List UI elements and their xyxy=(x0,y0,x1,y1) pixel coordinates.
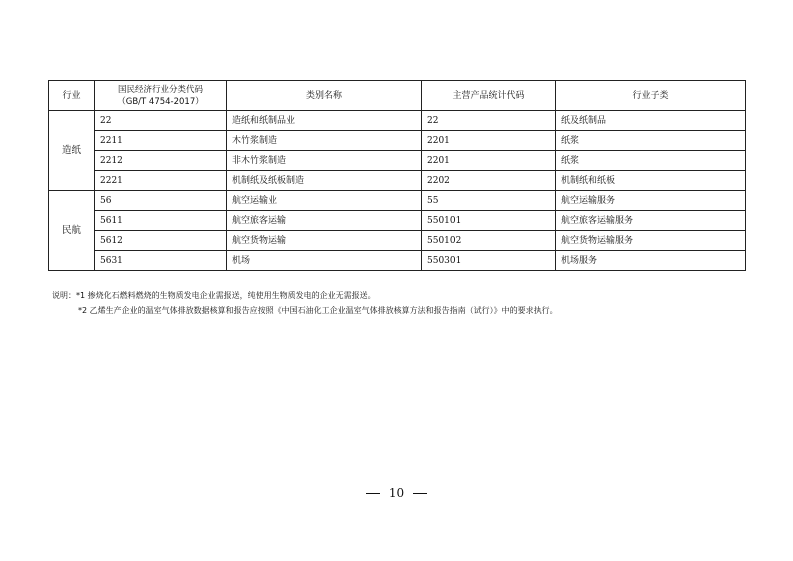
category-cell: 机场 xyxy=(227,251,422,271)
code-cell: 5612 xyxy=(95,231,227,251)
category-cell: 机制纸及纸板制造 xyxy=(227,171,422,191)
subcategory-cell: 航空旅客运输服务 xyxy=(556,211,746,231)
table-row xyxy=(49,211,746,231)
table-notes xyxy=(52,288,558,318)
subcategory-cell: 航空运输服务 xyxy=(556,191,746,211)
table-row xyxy=(49,151,746,171)
industry-code-table xyxy=(48,80,746,271)
header-code-line2: （GB/T 4754-2017） xyxy=(117,96,204,107)
code-cell: 56 xyxy=(95,191,227,211)
page-number: 10 xyxy=(388,486,405,500)
category-cell: 航空运输业 xyxy=(227,191,422,211)
product-code-cell: 2201 xyxy=(422,131,556,151)
product-code-cell: 55 xyxy=(422,191,556,211)
subcategory-cell: 纸浆 xyxy=(556,131,746,151)
header-category: 类别名称 xyxy=(227,81,422,111)
subcategory-cell: 纸及纸制品 xyxy=(556,111,746,131)
header-subcategory: 行业子类 xyxy=(556,81,746,111)
industry-cell-aviation: 民航 xyxy=(49,191,95,271)
header-industry-code xyxy=(95,81,227,111)
product-code-cell: 2202 xyxy=(422,171,556,191)
table-row xyxy=(49,171,746,191)
code-cell: 2211 xyxy=(95,131,227,151)
code-cell: 5611 xyxy=(95,211,227,231)
code-cell: 22 xyxy=(95,111,227,131)
product-code-cell: 550301 xyxy=(422,251,556,271)
category-cell: 航空货物运输 xyxy=(227,231,422,251)
header-code-line1: 国民经济行业分类代码 xyxy=(117,84,203,95)
table-row xyxy=(49,251,746,271)
table-row xyxy=(49,191,746,211)
table-row xyxy=(49,231,746,251)
header-product-code: 主营产品统计代码 xyxy=(422,81,556,111)
subcategory-cell: 航空货物运输服务 xyxy=(556,231,746,251)
subcategory-cell: 机场服务 xyxy=(556,251,746,271)
category-cell: 造纸和纸制品业 xyxy=(227,111,422,131)
industry-cell-paper: 造纸 xyxy=(49,111,95,191)
code-cell: 5631 xyxy=(95,251,227,271)
subcategory-cell: 机制纸和纸板 xyxy=(556,171,746,191)
product-code-cell: 550101 xyxy=(422,211,556,231)
category-cell: 非木竹浆制造 xyxy=(227,151,422,171)
table-header-row xyxy=(49,81,746,111)
page-number-dash-left xyxy=(366,493,380,495)
page-number-dash-right xyxy=(413,493,427,495)
subcategory-cell: 纸浆 xyxy=(556,151,746,171)
product-code-cell: 2201 xyxy=(422,151,556,171)
table-row xyxy=(49,131,746,151)
note-line-2: *2 乙烯生产企业的温室气体排放数据核算和报告应按照《中国石油化工企业温室气体排放核算方法和报告指南（试行）》中的要求执行。 xyxy=(78,306,558,315)
code-cell: 2221 xyxy=(95,171,227,191)
header-industry: 行业 xyxy=(49,81,95,111)
category-cell: 航空旅客运输 xyxy=(227,211,422,231)
table-row xyxy=(49,111,746,131)
note-line-1: 说明：*1 掺烧化石燃料燃烧的生物质发电企业需报送，纯使用生物质发电的企业无需报送。 xyxy=(52,291,376,300)
code-cell: 2212 xyxy=(95,151,227,171)
category-cell: 木竹浆制造 xyxy=(227,131,422,151)
page-footer xyxy=(0,486,793,500)
product-code-cell: 22 xyxy=(422,111,556,131)
product-code-cell: 550102 xyxy=(422,231,556,251)
